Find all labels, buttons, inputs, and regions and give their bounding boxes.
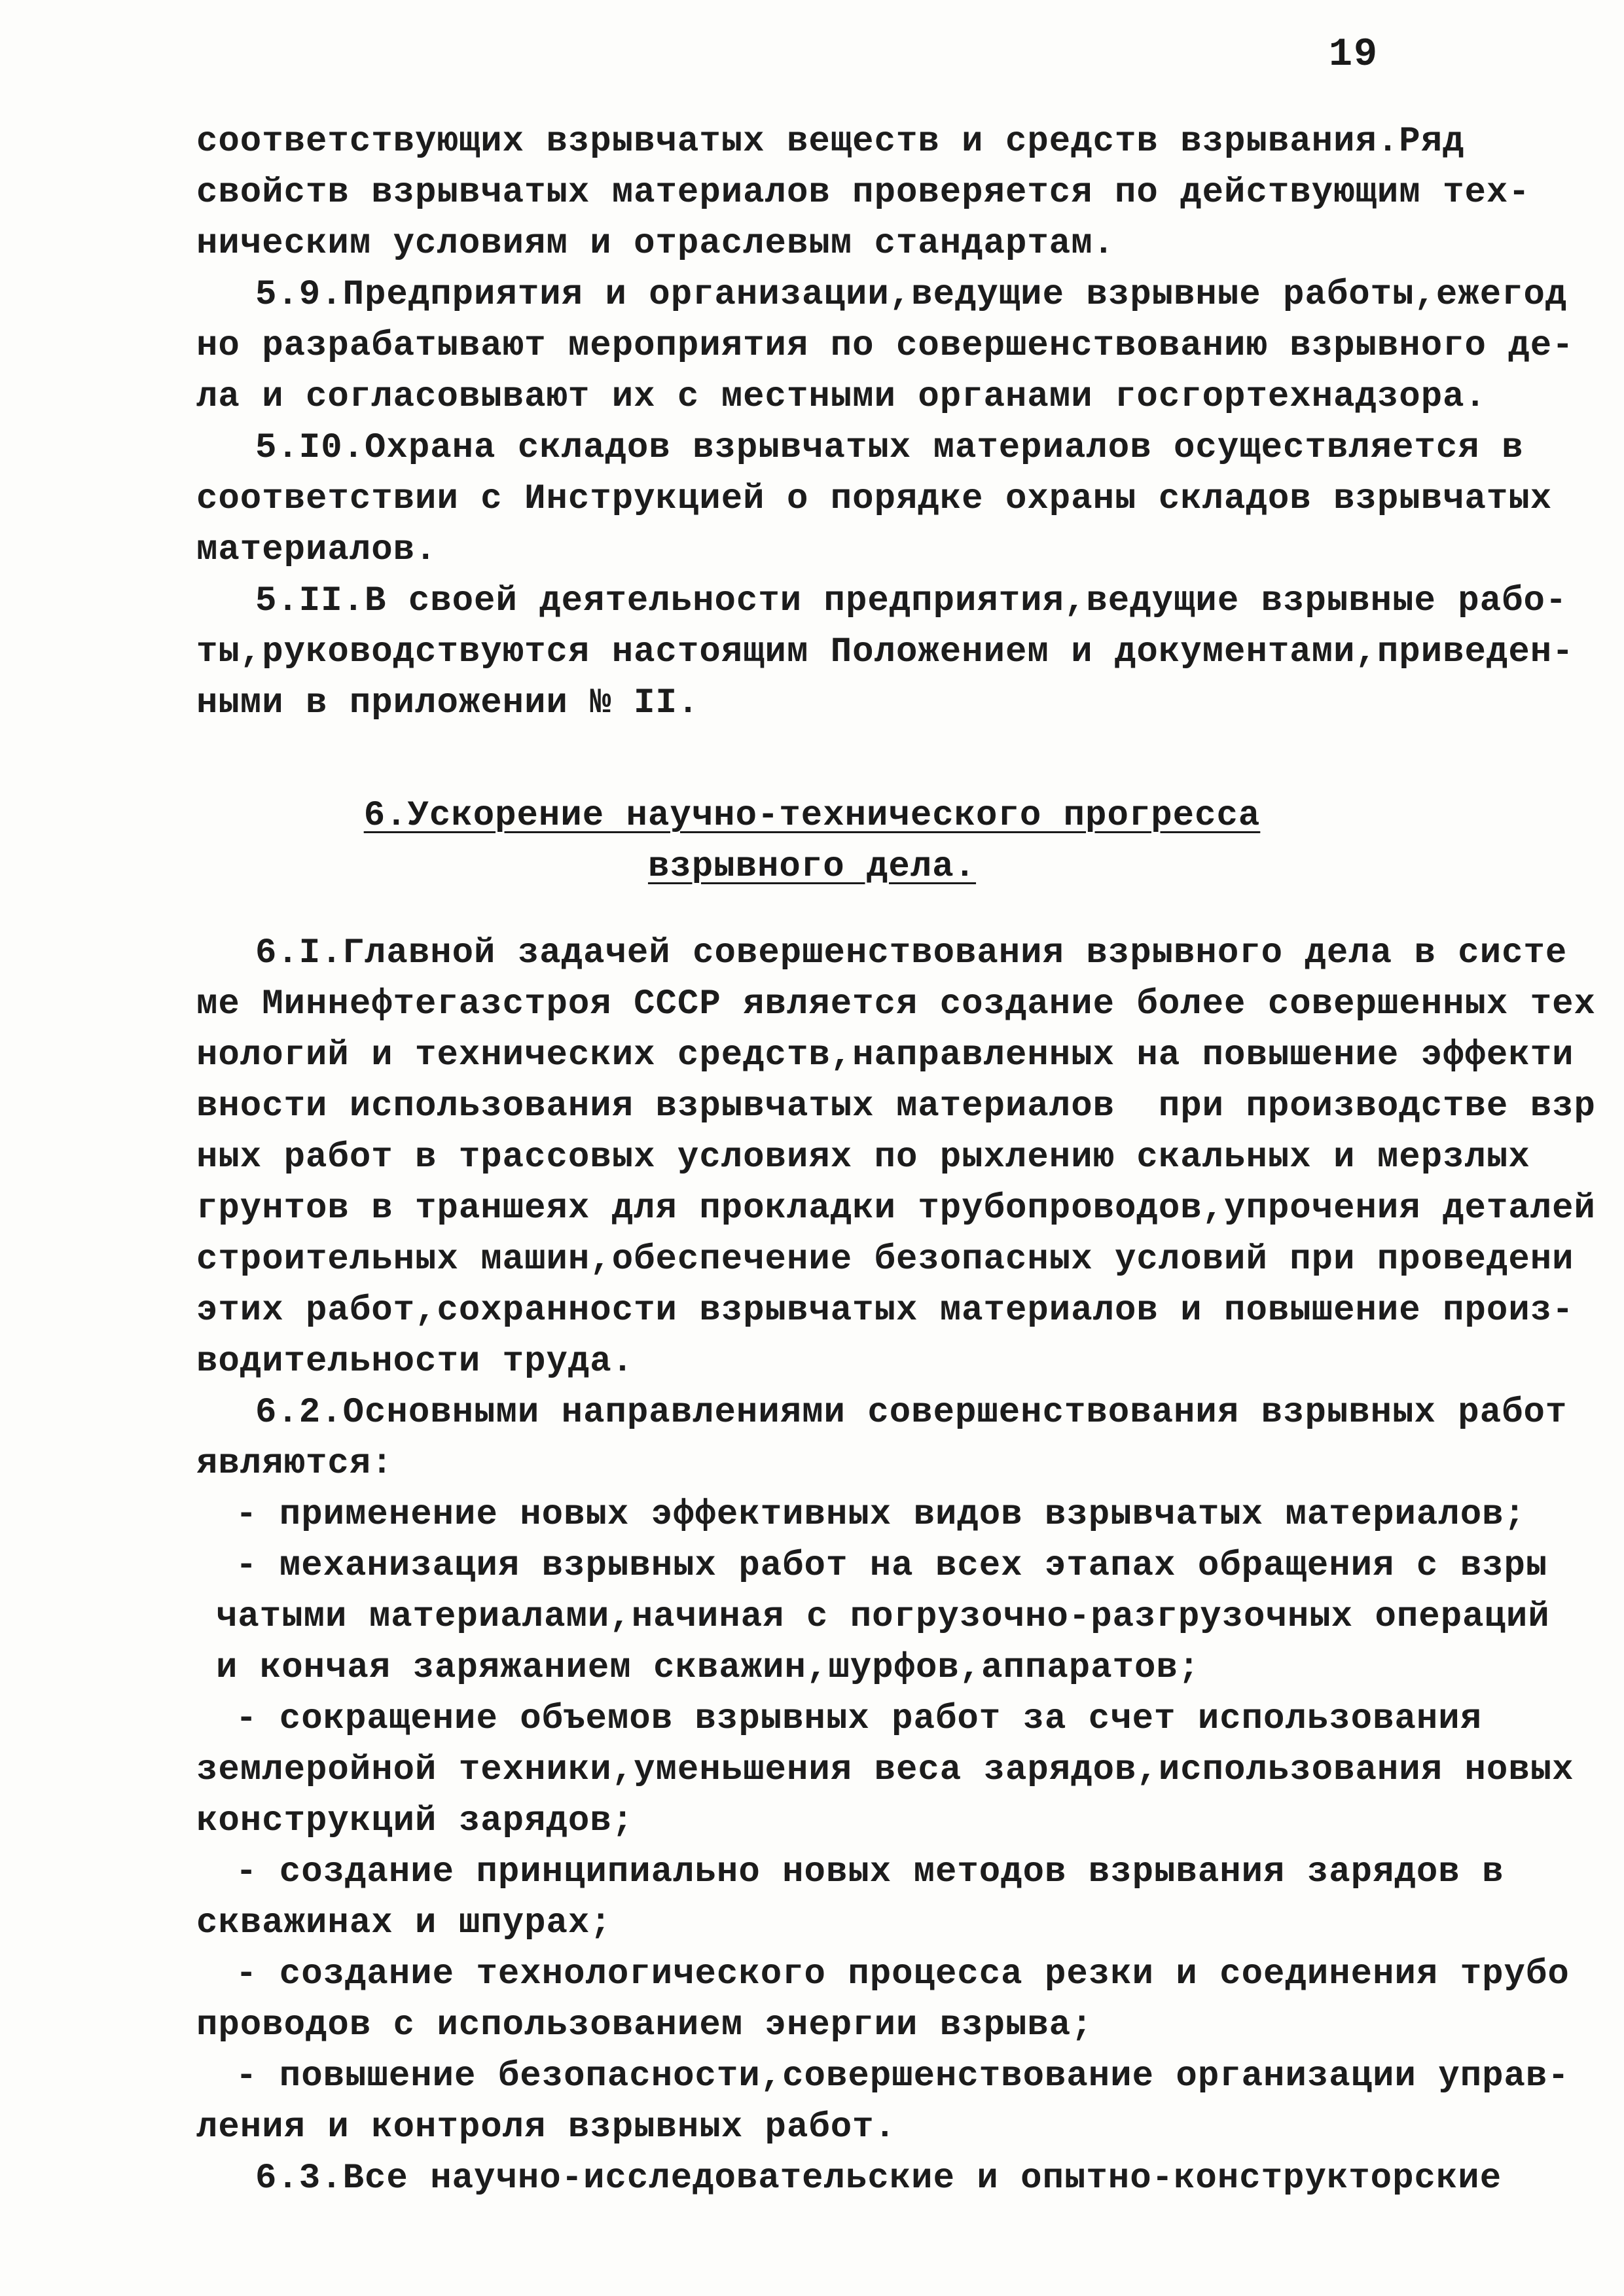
- text-line: ла и согласовывают их с местными органами госгортехнадзора.: [196, 377, 1487, 417]
- paragraphs-section-6: [196, 928, 1596, 2204]
- text-line: - создание технологического процесса резки и соединения трубо: [236, 1954, 1570, 1994]
- text-line: ными в приложении № II.: [196, 683, 700, 723]
- text-line: свойств взрывчатых материалов проверяется по действующим тех-: [196, 173, 1530, 213]
- paragraphs-section-5: [196, 117, 1574, 729]
- page-number: 19: [1329, 33, 1379, 77]
- text-line: - сокращение объемов взрывных работ за счет использования: [236, 1699, 1483, 1739]
- text-line: землеройной техники,уменьшения веса зарядов,использования новых: [196, 1750, 1574, 1790]
- text-line: ления и контроля взрывных работ.: [196, 2108, 896, 2147]
- text-line: 6.3.Все научно-исследовательские и опытно-конструкторские: [255, 2159, 1502, 2198]
- text-line: - повышение безопасности,совершенствование организации управ-: [236, 2056, 1570, 2096]
- text-line: - механизация взрывных работ на всех этапах обращения с взры: [236, 1546, 1548, 1586]
- text-line: соответствии с Инструкцией о порядке охраны складов взрывчатых: [196, 479, 1553, 519]
- text-line: но разрабатывают мероприятия по совершенствованию взрывного де-: [196, 326, 1574, 366]
- text-line: скважинах и шпурах;: [196, 1903, 612, 1943]
- text-line: конструкций зарядов;: [196, 1801, 634, 1841]
- text-line: - создание принципиально новых методов взрывания зарядов в: [236, 1852, 1504, 1892]
- text-line: материалов.: [196, 530, 437, 570]
- text-line: и кончая заряжанием скважин,шурфов,аппаратов;: [216, 1648, 1200, 1688]
- text-line: этих работ,сохранности взрывчатых материалов и повышение произ-: [196, 1291, 1574, 1331]
- text-line: - применение новых эффективных видов взрывчатых материалов;: [236, 1495, 1526, 1535]
- text-line: 5.I0.Охрана складов взрывчатых материалов осуществляется в: [255, 428, 1524, 468]
- text-line: проводов с использованием энергии взрыва;: [196, 2005, 1093, 2045]
- text-line: ты,руководствуются настоящим Положением и документами,приведен-: [196, 632, 1574, 672]
- text-line: 5.II.В своей деятельности предприятия,ведущие взрывные рабо-: [255, 581, 1568, 621]
- text-line: ническим условиям и отраслевым стандартам.: [196, 224, 1115, 264]
- text-line: нологий и технических средств,направленных на повышение эффекти: [196, 1035, 1574, 1075]
- text-line: водительности труда.: [196, 1342, 634, 1382]
- text-line: являются:: [196, 1444, 393, 1484]
- text-line: 6.I.Главной задачей совершенствования взрывного дела в систе: [255, 933, 1568, 973]
- text-line: соответствующих взрывчатых веществ и средств взрывания.Ряд: [196, 122, 1465, 162]
- text-line: 5.9.Предприятия и организации,ведущие взрывные работы,ежегод: [255, 275, 1568, 315]
- text-line: ме Миннефтегазстроя СССР является создание более совершенных тех: [196, 984, 1596, 1024]
- heading-line-1: 6.Ускорение научно-технического прогресса: [363, 796, 1261, 836]
- text-line: ных работ в трассовых условиях по рыхлению скальных и мерзлых: [196, 1138, 1530, 1177]
- text-line: чатыми материалами,начиная с погрузочно-разгрузочных операций: [216, 1597, 1550, 1637]
- text-line: грунтов в траншеях для прокладки трубопроводов,упрочения деталей: [196, 1189, 1596, 1229]
- section-6-heading: [0, 791, 1624, 893]
- text-line: 6.2.Основными направлениями совершенствования взрывных работ: [255, 1393, 1568, 1433]
- text-line: вности использования взрывчатых материалов при производстве взр: [196, 1086, 1596, 1126]
- heading-line-2: взрывного дела.: [647, 847, 977, 887]
- text-line: строительных машин,обеспечение безопасных условий при проведени: [196, 1240, 1574, 1280]
